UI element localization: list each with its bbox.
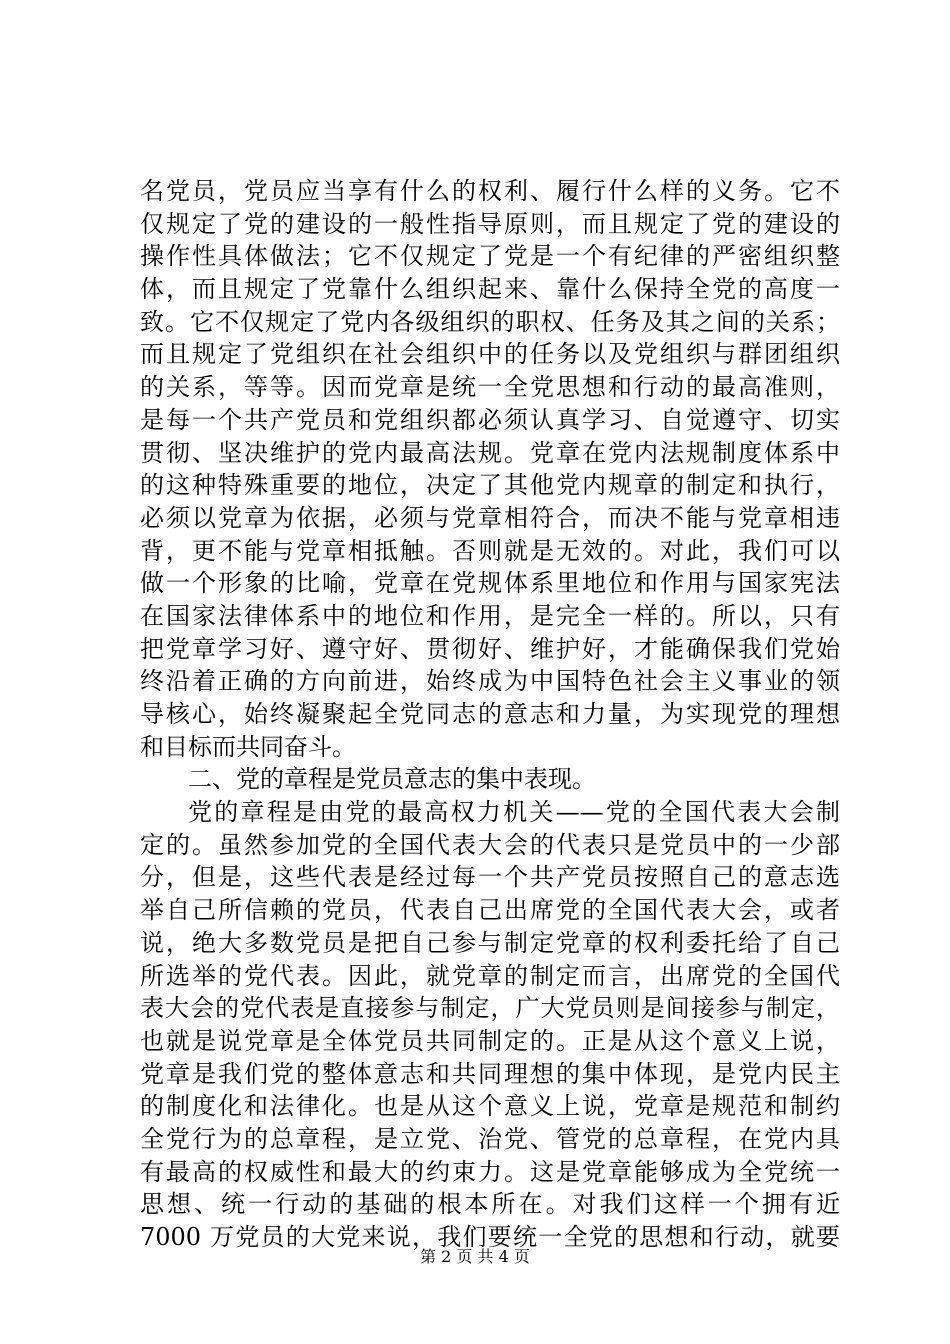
text-line: 和目标而共同奋斗。 [140, 732, 356, 761]
text-line: 思想、统一行动的基础的根本所在。对我们这样一个拥有近 [140, 1190, 840, 1219]
text-line: 全党行为的总章程，是立党、治党、管党的总章程，在党内具 [140, 1124, 840, 1153]
text-line: 党的章程是由党的最高权力机关——党的全国代表大会制 [188, 798, 840, 827]
text-line: 的这种特殊重要的地位，决定了其他党内规章的制定和执行， [140, 471, 840, 500]
text-line: 7000 万党员的大党来说，我们要统一全党的思想和行动，就要 [140, 1223, 840, 1251]
text-line: 仅规定了党的建设的一般性指导原则，而且规定了党的建设的 [140, 209, 840, 238]
text-line: 背，更不能与党章相抵触。否则就是无效的。对此，我们可以 [140, 536, 840, 565]
text-line: 也就是说党章是全体党员共同制定的。正是从这个意义上说， [140, 1026, 840, 1055]
text-line: 体，而且规定了党靠什么组织起来、靠什么保持全党的高度一 [140, 275, 840, 304]
text-line: 定的。虽然参加党的全国代表大会的代表只是党员中的一少部 [140, 830, 840, 859]
document-body [140, 175, 840, 1254]
paragraph-1 [140, 175, 840, 763]
section-heading: 二、党的章程是党员意志的集中表现。 [188, 765, 596, 794]
paragraph-2 [140, 796, 840, 1254]
text-line: 把党章学习好、遵守好、贯彻好、维护好，才能确保我们党始 [140, 634, 840, 663]
text-line: 在国家法律体系中的地位和作用，是完全一样的。所以，只有 [140, 601, 840, 630]
text-line: 必须以党章为依据，必须与党章相符合，而决不能与党章相违 [140, 503, 840, 532]
text-line: 所选举的党代表。因此，就党章的制定而言，出席党的全国代 [140, 961, 840, 990]
text-line: 导核心，始终凝聚起全党同志的意志和力量，为实现党的理想 [140, 700, 840, 728]
text-line: 说，绝大多数党员是把自己参与制定党章的权利委托给了自己 [140, 928, 840, 957]
text-line: 的制度化和法律化。也是从这个意义上说，党章是规范和制约 [140, 1092, 840, 1121]
page-footer: 第 2 页 共 4 页 [420, 1247, 530, 1266]
text-line: 分，但是，这些代表是经过每一个共产党员按照自己的意志选 [140, 863, 840, 892]
text-line: 贯彻、坚决维护的党内最高法规。党章在党内法规制度体系中 [140, 438, 840, 467]
text-line: 是每一个共产党员和党组织都必须认真学习、自觉遵守、切实 [140, 405, 840, 434]
text-line: 做一个形象的比喻，党章在党规体系里地位和作用与国家宪法 [140, 569, 840, 598]
text-line: 名党员，党员应当享有什么的权利、履行什么样的义务。它不 [140, 177, 840, 205]
text-line: 的关系，等等。因而党章是统一全党思想和行动的最高准则， [140, 373, 840, 402]
text-line: 操作性具体做法；它不仅规定了党是一个有纪律的严密组织整 [140, 242, 840, 271]
text-line: 表大会的党代表是直接参与制定，广大党员则是间接参与制定， [140, 994, 840, 1023]
text-line: 有最高的权威性和最大的约束力。这是党章能够成为全党统一 [140, 1157, 840, 1186]
text-line: 致。它不仅规定了党内各级组织的职权、任务及其之间的关系； [140, 307, 840, 336]
text-line: 党章是我们党的整体意志和共同理想的集中体现，是党内民主 [140, 1059, 840, 1088]
text-line: 终沿着正确的方向前进，始终成为中国特色社会主义事业的领 [140, 667, 840, 696]
text-line: 而且规定了党组织在社会组织中的任务以及党组织与群团组织 [140, 340, 840, 369]
text-line: 举自己所信赖的党员，代表自己出席党的全国代表大会，或者 [140, 896, 840, 925]
